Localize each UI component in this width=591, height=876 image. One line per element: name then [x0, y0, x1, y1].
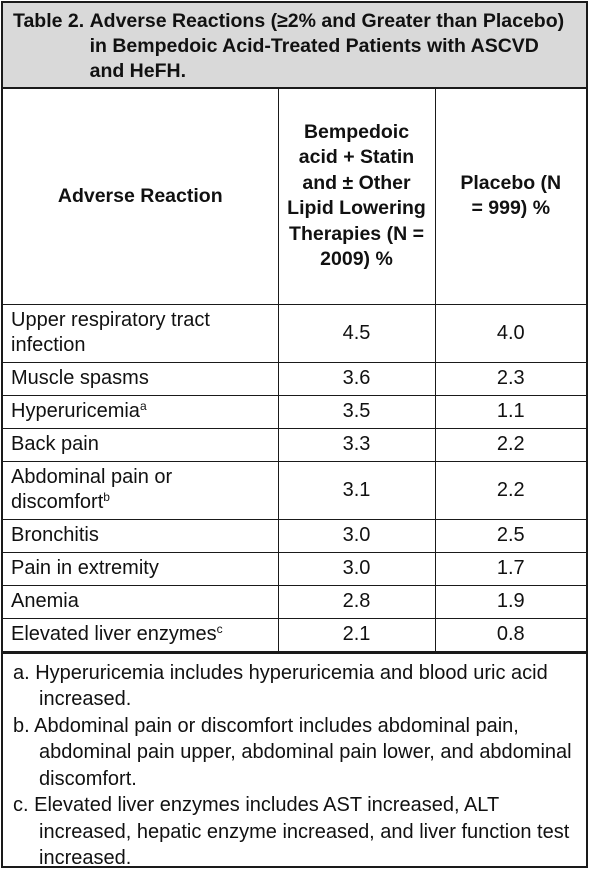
data-table — [3, 89, 586, 652]
footnotes — [3, 652, 586, 876]
treatment-value: 4.5 — [278, 304, 435, 362]
column-header-placebo: Placebo (N = 999) % — [435, 89, 586, 304]
table-row — [3, 428, 586, 461]
reaction-cell — [3, 428, 278, 461]
reaction-name: Upper respiratory tract infection — [11, 309, 210, 356]
reaction-name: Muscle spasms — [11, 367, 149, 389]
treatment-value: 3.6 — [278, 362, 435, 395]
reaction-cell — [3, 552, 278, 585]
placebo-value: 1.7 — [435, 552, 586, 585]
footnote-marker: c — [216, 622, 223, 636]
treatment-value: 2.1 — [278, 618, 435, 651]
placebo-value: 4.0 — [435, 304, 586, 362]
reaction-cell — [3, 304, 278, 362]
reaction-name: Back pain — [11, 433, 99, 455]
reaction-name: Elevated liver enzymes — [11, 623, 217, 645]
footnote: b. Abdominal pain or discomfort includes abdominal pain, abdominal pain upper, abdominal pain lower, and abdominal discomfort. — [13, 714, 572, 790]
placebo-value: 2.2 — [435, 461, 586, 519]
treatment-value: 3.1 — [278, 461, 435, 519]
reaction-name: Anemia — [11, 590, 79, 612]
table-row — [3, 362, 586, 395]
reaction-cell — [3, 618, 278, 651]
reaction-name: Bronchitis — [11, 524, 99, 546]
footnote-marker: b — [103, 490, 110, 504]
treatment-value: 3.3 — [278, 428, 435, 461]
reaction-cell — [3, 395, 278, 428]
placebo-value: 1.1 — [435, 395, 586, 428]
reaction-name: Pain in extremity — [11, 557, 159, 579]
column-header-reaction: Adverse Reaction — [3, 89, 278, 304]
reaction-cell — [3, 585, 278, 618]
table-row — [3, 304, 586, 362]
placebo-value: 2.3 — [435, 362, 586, 395]
table-body — [3, 304, 586, 651]
footnote: a. Hyperuricemia includes hyperuricemia and blood uric acid increased. — [13, 661, 548, 710]
table-row — [3, 585, 586, 618]
placebo-value: 0.8 — [435, 618, 586, 651]
reaction-name: Hyperuricemia — [11, 400, 140, 422]
reaction-cell — [3, 461, 278, 519]
table-row — [3, 461, 586, 519]
table-row — [3, 552, 586, 585]
caption-text: Adverse Reactions (≥2% and Greater than Placebo) in Bempedoic Acid-Treated Patients with ASCVD and HeFH. — [89, 10, 565, 82]
reaction-name: Abdominal pain or discomfort — [11, 466, 173, 513]
treatment-value: 2.8 — [278, 585, 435, 618]
treatment-value: 3.0 — [278, 519, 435, 552]
table-row — [3, 519, 586, 552]
column-header-treatment: Bempedoic acid + Statin and ± Other Lipid Lowering Therapies (N = 2009) % — [278, 89, 435, 304]
table-row — [3, 618, 586, 651]
footnote: c. Elevated liver enzymes includes AST increased, ALT increased, hepatic enzyme increased, and liver function test increased. — [13, 794, 570, 869]
footnote-marker: a — [139, 399, 147, 413]
adverse-reactions-table — [1, 1, 588, 868]
table-caption — [3, 3, 586, 89]
header-row — [3, 89, 586, 304]
treatment-value: 3.0 — [278, 552, 435, 585]
table-row — [3, 395, 586, 428]
caption-label: Table 2. — [13, 10, 85, 32]
placebo-value: 1.9 — [435, 585, 586, 618]
placebo-value: 2.5 — [435, 519, 586, 552]
treatment-value: 3.5 — [278, 395, 435, 428]
placebo-value: 2.2 — [435, 428, 586, 461]
reaction-cell — [3, 362, 278, 395]
reaction-cell — [3, 519, 278, 552]
